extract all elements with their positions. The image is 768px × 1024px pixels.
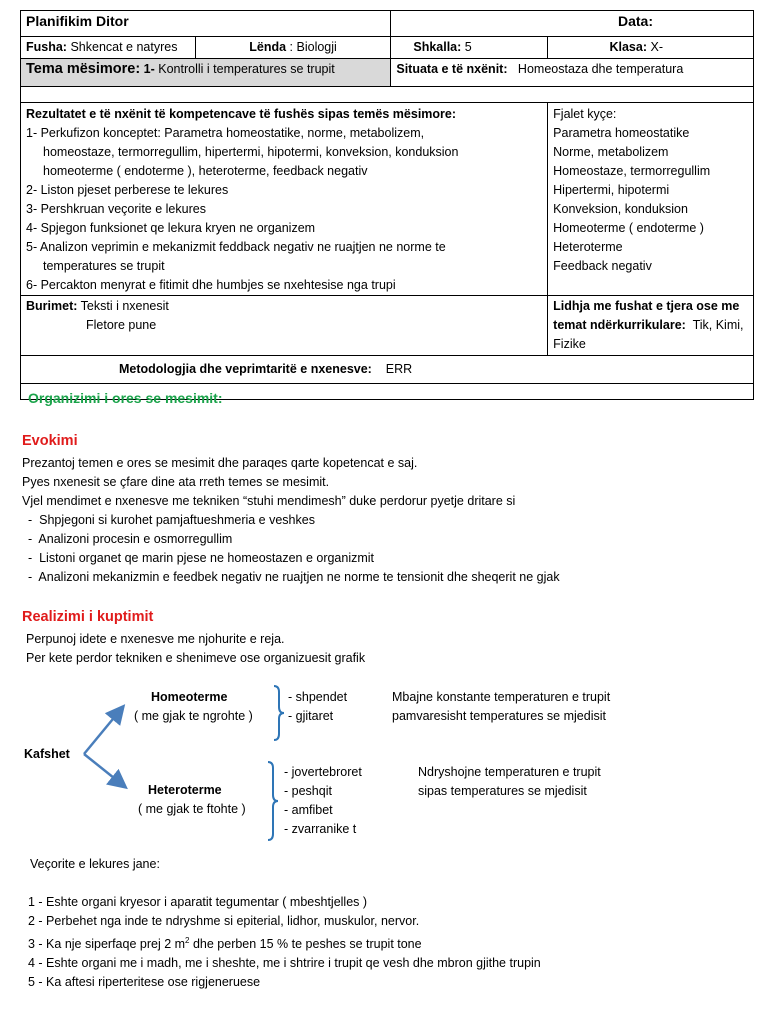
homeo-title: Homeoterme: [151, 690, 228, 704]
tema-cell: Tema mësimore: 1- Kontrolli i temperatures se trupit: [21, 59, 391, 87]
realizimi-heading: Realizimi i kuptimit: [22, 609, 154, 625]
doc-title: Planifikim Ditor: [21, 11, 391, 37]
list-item: 2 - Perbehet nga inde te ndryshme si epiterial, lidhor, muskulor, nervor.: [28, 914, 420, 928]
fusha-cell: Fusha: Shkencat e natyres: [21, 37, 196, 59]
lenda-cell: Lënda : Biologji: [195, 37, 391, 59]
skin-heading: Veçorite e lekures jane:: [30, 857, 160, 871]
realizimi-body: Perpunoj idete e nxenesve me njohurite e reja. Per kete perdor tekniken e shenimeve ose organizuesit grafik: [26, 632, 366, 665]
empty-row: [21, 87, 754, 103]
plan-table: [20, 10, 754, 400]
situata-cell: Situata e të nxënit: Homeostaza dhe temperatura: [391, 59, 754, 87]
klasa-cell: Klasa: X-: [548, 37, 754, 59]
hetero-desc: Ndryshojne temperaturen e trupit sipas temperatures se mjedisit: [418, 765, 601, 798]
date-label: Data:: [391, 11, 754, 37]
results-cell: Rezultatet e të nxënit të kompetencave të fushës sipas temës mësimore: 1- Perkufizon konceptet: Parametra homeostatike, norme, metabolizem, homeostaze, termorregullim, hipertermi, hipotermi, konveksion, konduksion homeoterme ( endoterme ), heteroterme, feedback negativ 2- Liston pjeset perberese te lekures 3- Pershkruan veçorite e lekures 4- Spjegon funksionet qe lekura kryen ne organizem 5- Analizon veprimin e mekanizmit feddback negativ ne ruajtjen ne norme te temperatures se trupit 6- Percakton menyrat e fitimit dhe humbjes se nxehtesise nga trupi: [21, 103, 548, 296]
method-cell: Metodologjia dhe veprimtaritë e nxenesve: ERR: [21, 356, 754, 384]
resources-cell: Burimet: Teksti i nxenesit Fletore pune: [21, 296, 548, 356]
organizimi-heading: Organizimi i ores se mesimit:: [28, 390, 223, 406]
root-node: Kafshet: [24, 747, 70, 761]
hetero-title: Heteroterme: [148, 783, 222, 797]
list-item: 4 - Eshte organi me i madh, me i sheshte, me i shtrire i trupit qe vesh dhe mbron gjithe trupin: [28, 956, 541, 971]
branch-arrows: [78, 694, 138, 800]
homeo-items: - shpendet - gjitaret: [288, 690, 348, 723]
hetero-sub: ( me gjak te ftohte ): [138, 802, 246, 816]
keywords-cell: Fjalet kyçe: Parametra homeostatike Norme, metabolizem Homeostaze, termorregullim Hipertermi, hipotermi Konveksion, konduksion Homeoterme ( endoterme ) Heteroterme Feedback negativ: [548, 103, 754, 296]
homeo-brace: [270, 684, 286, 742]
shkalla-cell: Shkalla: 5: [391, 37, 548, 59]
homeo-desc: Mbajne konstante temperaturen e trupit pamvaresisht temperatures se mjedisit: [392, 690, 611, 723]
homeo-sub: ( me gjak te ngrohte ): [134, 709, 253, 723]
arrow-up: [84, 708, 122, 754]
hetero-items: - jovertebroret - peshqit - amfibet - zvarranike t: [284, 765, 362, 836]
list-item: 1 - Eshte organi kryesor i aparatit tegumentar ( mbeshtjelles ): [28, 895, 368, 909]
evokimi-body: Prezantoj temen e ores se mesimit dhe paraqes qarte kopetencat e saj. Pyes nxenesit se çfare dine ata rreth temes se mesimit. Vjel mendimet e nxenesve me tekniken “stuhi mendimesh” duke perdorur pyetje dritare si - Shpjegoni si kurohet pamjaftueshmeria e veshkes - Analizoni procesin e osmorregullim - Listoni organet qe marin pjese ne homeostazen e organizmit - Analizoni mekanizmin e feedbek negativ ne ruajtjen ne norme te tensionit dhe sheqerit ne gjak: [22, 456, 560, 584]
list-item: 5 - Ka aftesi riperteritese ose rigjeneruese: [28, 975, 261, 990]
links-cell: Lidhja me fushat e tjera ose me temat ndërkurrikulare: Tik, Kimi, Fizike: [548, 296, 754, 356]
arrow-down: [84, 754, 124, 786]
hetero-brace: [264, 760, 280, 842]
skin-list: [28, 893, 541, 992]
list-item: 3 - Ka nje siperfaqe prej 2 $m^2$ dhe perben 15 % te peshes se trupit tone: [28, 936, 422, 952]
evokimi-heading: Evokimi: [22, 433, 78, 449]
